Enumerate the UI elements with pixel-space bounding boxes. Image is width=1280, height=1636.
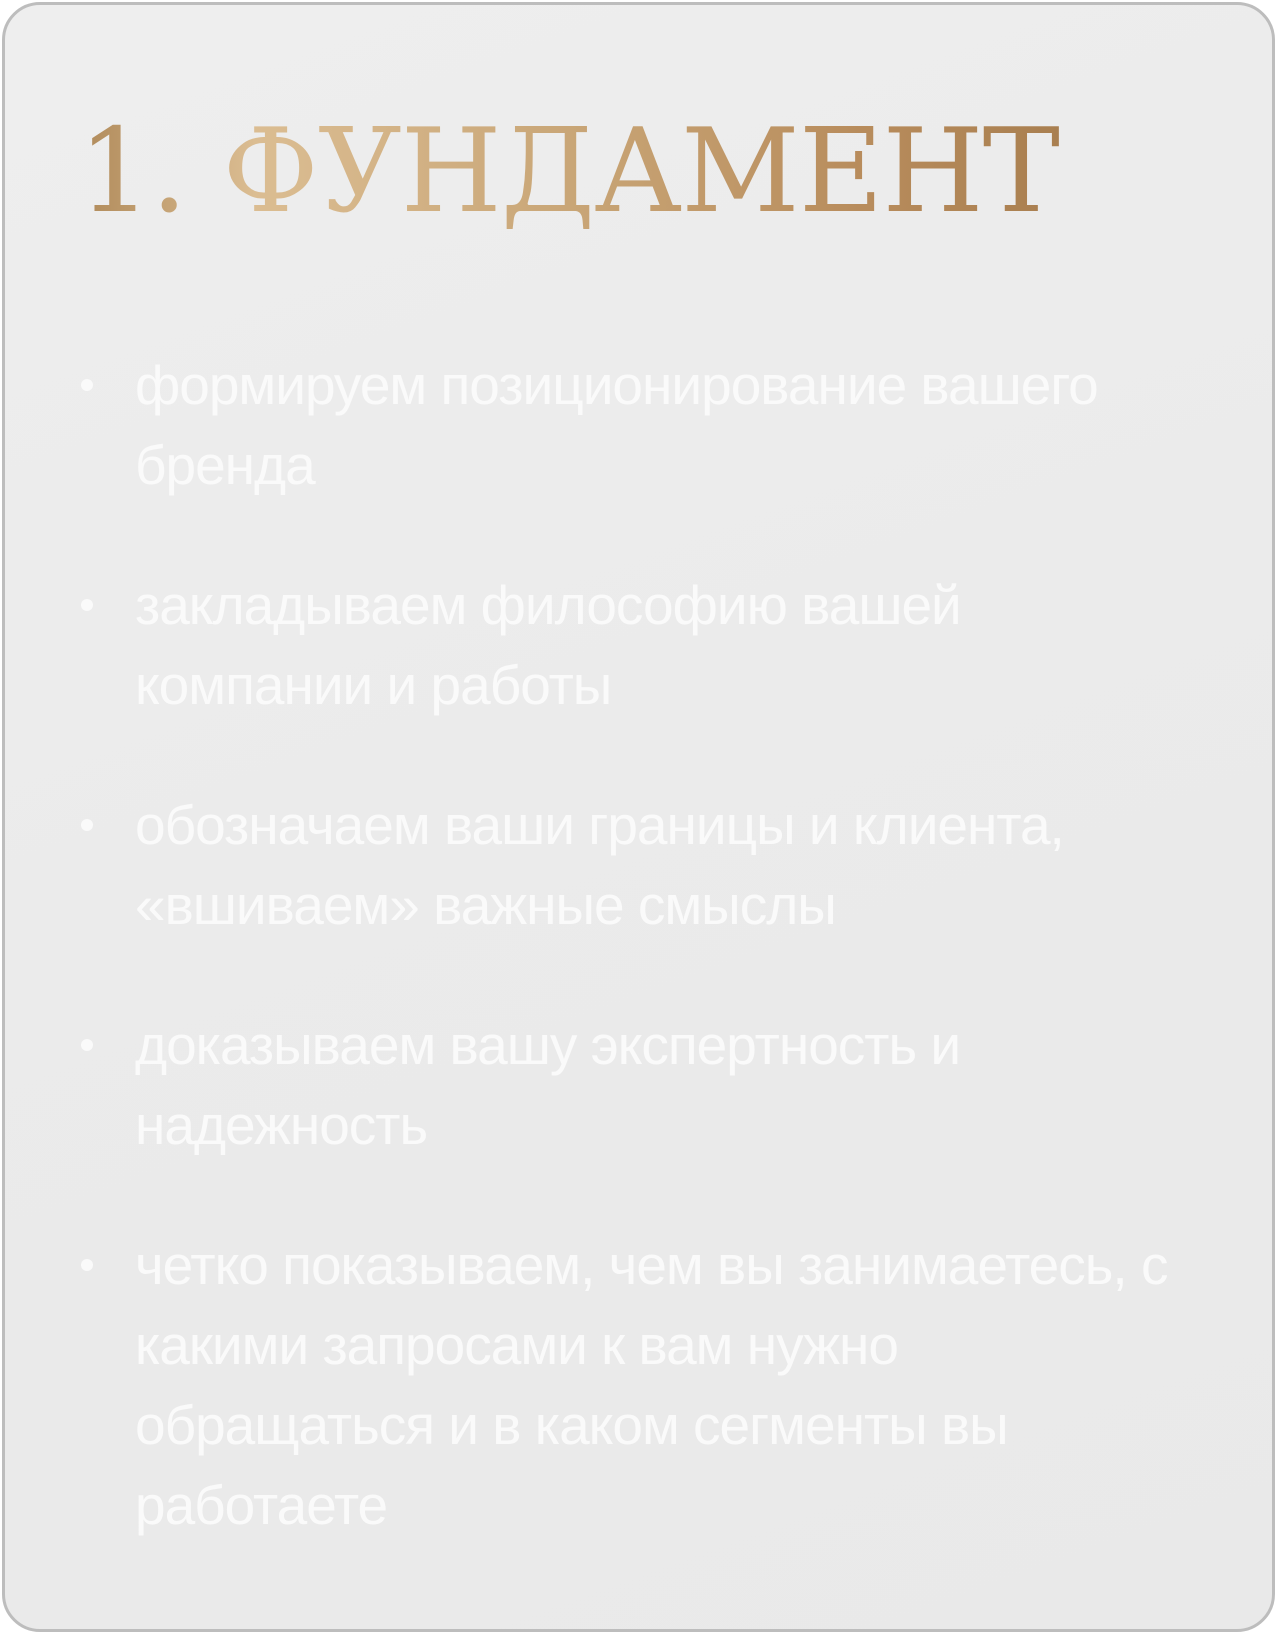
list-item-text: обозначаем ваши границы и клиента, «вшиваем» важные смыслы (135, 794, 1064, 936)
list-item-text: доказываем вашу экспертность и надежность (135, 1014, 961, 1156)
list-item (81, 345, 1201, 505)
foundation-card (2, 2, 1275, 1632)
list-item (81, 1225, 1201, 1545)
bullet-icon (81, 1039, 93, 1051)
bullet-icon (81, 819, 93, 831)
list-item (81, 565, 1201, 725)
bullet-icon (81, 1259, 93, 1271)
bullet-icon (81, 379, 93, 391)
list-item (81, 1005, 1201, 1165)
list-item-text: четко показываем, чем вы занимаетесь, с какими запросами к вам нужно обращаться и в каком сегменты вы работаете (135, 1234, 1168, 1536)
list-item-text: формируем позиционирование вашего бренда (135, 354, 1098, 496)
card-title: 1. ФУНДАМЕНТ (78, 104, 1059, 239)
bullet-icon (81, 599, 93, 611)
list-item (81, 785, 1201, 945)
list-item-text: закладываем философию вашей компании и работы (135, 574, 961, 716)
feature-list (81, 345, 1201, 1605)
